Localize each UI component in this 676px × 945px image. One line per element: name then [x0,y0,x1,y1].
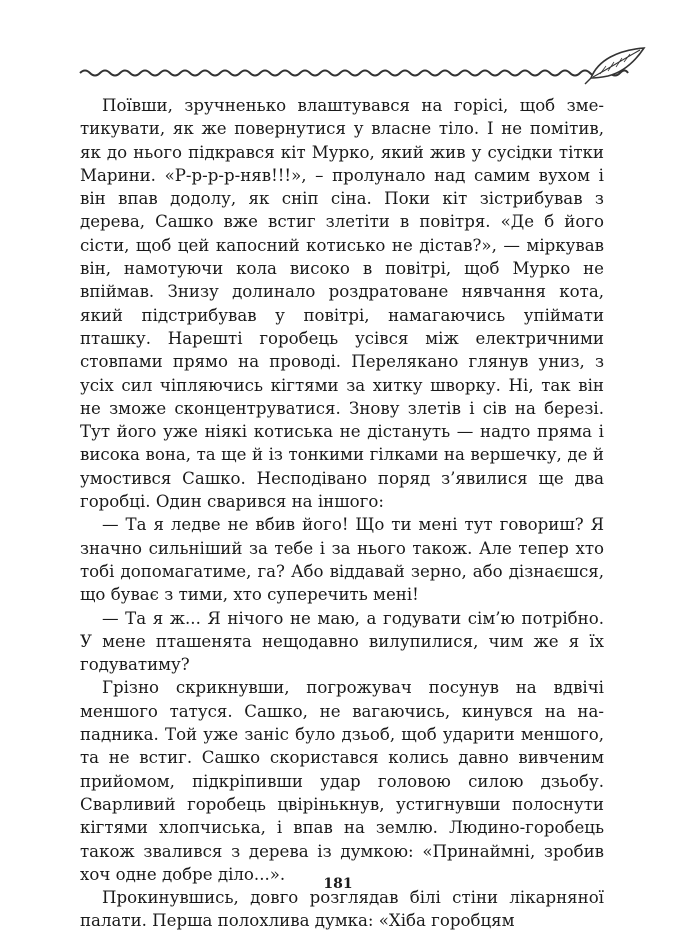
feather-quill-icon [585,48,644,84]
page-header-ornament [78,42,648,90]
wavy-line [80,71,628,76]
paragraph: Поївши, зручненько влаштувався на горісі, щоб зметикувати, як же повернутися у власне тіло. І не помітив, як до нього підкрався кіт Мурко, який жив у сусідки тітки Марини. «Р-р-р-р-няв!!!», – пролунало над самим вухом і він впав додолу, як сніп сіна. Поки кіт зістрибував з дерева, Сашко вже встиг злетіти в повітря. «Де б його сісти, щоб цей капосний котисько не дістав?», — міркував він, намотуючи кола високо в повітрі, щоб Мурко не впіймав. Знизу долинало роздратоване нявчання кота, який підстрибував у повітрі, намагаючись упіймати пташку. Нарешті горобець усівся між електричними стовпами прямо на проводі. Перелякано глянув униз, з усіх сил чіпляючись кігтями за хитку шворку. Ні, так він не зможе сконцентруватися. Знову злетів і сів на березі. Тут його уже ніякі котиська не дістануть — надто пряма і висока вона, та ще й із тонкими гілками на вершечку, де й умостився Сашко. Несподівано поряд з’явилися ще два горобці. Один сварився на іншого: [80,96,604,512]
body-text [80,94,604,933]
paragraph: Грізно скрикнувши, погрожувач посунув на вдвічі меншого татуся. Сашко, не вагаючись, кинувся на нападника. Той уже заніс було дзьоб, щоб ударити меншого, та не встиг. Сашко скористався колись давно вивченим прийомом, підкріпивши удар головою силою дзьобу. Сварливий горобець цвірінькнув, устигнувши полоснути кігтями хлопчиська, і впав на землю. Людино-горобець також звалився з дерева із думкою: «Принаймні, зробив хоч одне добре діло...». [80,678,604,884]
dialogue-paragraph: — Та я ледве не вбив його! Що ти мені тут говориш? Я значно сильніший за тебе і за нього також. Але тепер хто тобі допомагатиме, га? Або віддавай зерно, або дізнаєшся, що буває з тими, хто суперечить мені! [80,515,604,605]
paragraph: Прокинувшись, довго розглядав білі стіни лікарняної палати. Перша полохлива думка: «Хіба горобцям [80,888,604,931]
wavy-line-feather-icon [78,42,648,90]
dialogue-paragraph: — Та я ж... Я нічого не маю, а годувати сім’ю потрібно. У мене пташенята нещодавно вилупилися, чим же я їх годуватиму? [80,608,604,675]
page-number: 181 [323,876,353,892]
